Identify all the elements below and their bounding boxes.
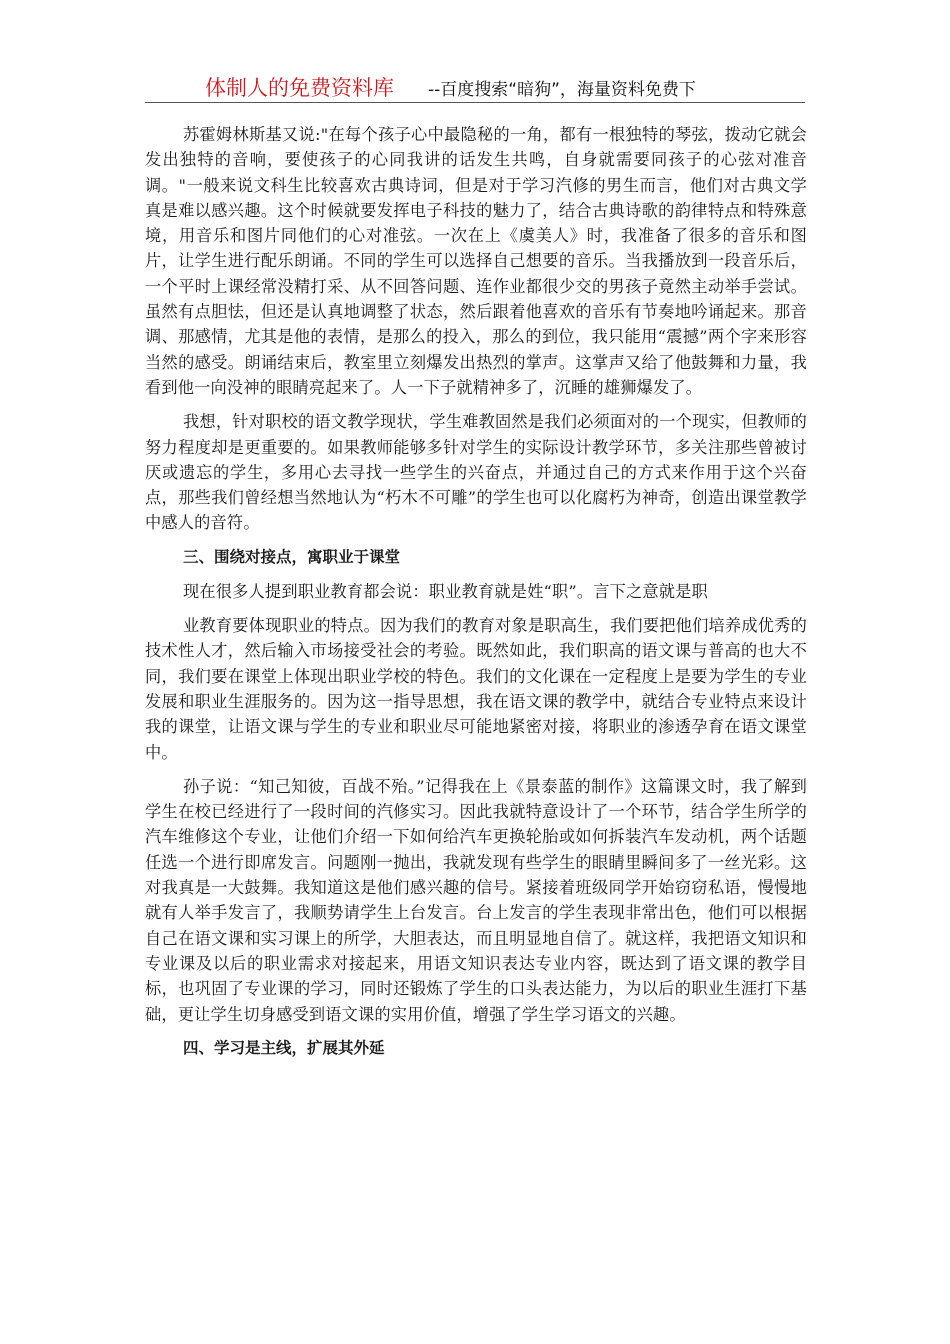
section-heading-3: 三、围绕对接点，寓职业于课堂 — [183, 547, 401, 566]
paragraph-vocational-intro: 现在很多人提到职业教育都会说：职业教育就是姓“职”。言下之意就是职 — [183, 581, 708, 601]
paragraph-music-recitation: 苏霍姆林斯基又说:"在每个孩子心中最隐秘的一角，都有一根独特的琴弦，拨动它就会发出独特的音响，要使孩子的心同我讲的话发生共鸣，自身就需要同孩子的心弦对准音调。"一般来说文科生比较喜欢古典诗词，但是对于学习汽修的男生而言，他们对古典文学真是难以感兴趣。这个时候就要发挥电子科技的魅力了，结合古典诗歌的韵律特点和特殊意境，用音乐和图片同他们的心对准弦。一次在上《虞美人》时，我准备了很多的音乐和图片，让学生进行配乐朗诵。不同的学生可以选择自己想要的音乐。当我播放到一段音乐后，一个平时上课经常没精打采、从不回答问题、连作业都很少交的男孩子竟然主动举手尝试。虽然有点胆怯，但还是认真地调整了状态，然后跟着他喜欢的音乐有节奏地吟诵起来。那音调、那感情，尤其是他的表情，是那么的投入，那么的到位，我只能用“震撼”两个字来形容当然的感受。朗诵结束后，教室里立刻爆发出热烈的掌声。这掌声又给了他鼓舞和力量，我看到他一向没神的眼睛亮起来了。人一下子就精神多了，沉睡的雄狮爆发了。 — [145, 125, 807, 397]
section-heading-4: 四、学习是主线，扩展其外延 — [183, 1038, 385, 1057]
paragraph-sunzi-example: 孙子说：“知己知彼，百战不殆。”记得我在上《景泰蓝的制作》这篇课文时，我了解到学生在校已经进行了一段时间的汽修实习。因此我就特意设计了一个环节，结合学生所学的汽车维修这个专业，让他们介绍一下如何给汽车更换轮胎或如何拆装汽车发动机，两个话题任选一个进行即席发言。问题刚一抛出，我就发现有些学生的眼睛里瞬间多了一丝光彩。这对我真是一大鼓舞。我知道这是他们感兴趣的信号。紧接着班级同学开始窃窃私语，慢慢地就有人举手发言了，我顺势请学生上台发言。台上发言的学生表现非常出色，他们可以根据自己在语文课和实习课上的所学，大胆表达，而且明显地自信了。就这样，我把语文知识和专业课及以后的职业需求对接起来，用语文知识表达专业内容，既达到了语文课的教学目标，也巩固了专业课的学习，同时还锻炼了学生的口头表达能力，为以后的职业生涯打下基础，更让学生切身感受到语文课的实用价值，增强了学生学习语文的兴趣。 — [145, 776, 807, 1024]
document-body — [145, 122, 807, 1061]
page-header — [145, 66, 805, 103]
header-tagline: --百度搜索“暗狗”，海量资料免费下 — [428, 80, 696, 100]
paragraph-vocational-features: 业教育要体现职业的特点。因为我们的教育对象是职高生，我们要把他们培养成优秀的技术性人才，然后输入市场接受社会的考验。既然如此，我们职高的语文课与普高的也大不同，我们要在课堂上体现出职业学校的特色。我们的文化课在一定程度上是要为学生的专业发展和职业生涯服务的。因为这一指导思想，我在语文课的教学中，就结合专业特点来设计我的课堂，让语文课与学生的专业和职业尽可能地紧密对接，将职业的渗透孕育在语文课堂中。 — [145, 616, 807, 762]
header-brand-title: 体制人的免费资料库 — [205, 76, 394, 100]
paragraph-teacher-effort: 我想，针对职校的语文教学现状，学生难教固然是我们必须面对的一个现实，但教师的努力程度却是更重要的。如果教师能够多针对学生的实际设计教学环节，多关注那些曾被讨厌或遗忘的学生，多用心去寻找一些学生的兴奋点，并通过自己的方式来作用于这个兴奋点，那些我们曾经想当然地认为“朽木不可雕”的学生也可以化腐朽为神奇，创造出课堂教学中感人的音符。 — [145, 412, 807, 533]
